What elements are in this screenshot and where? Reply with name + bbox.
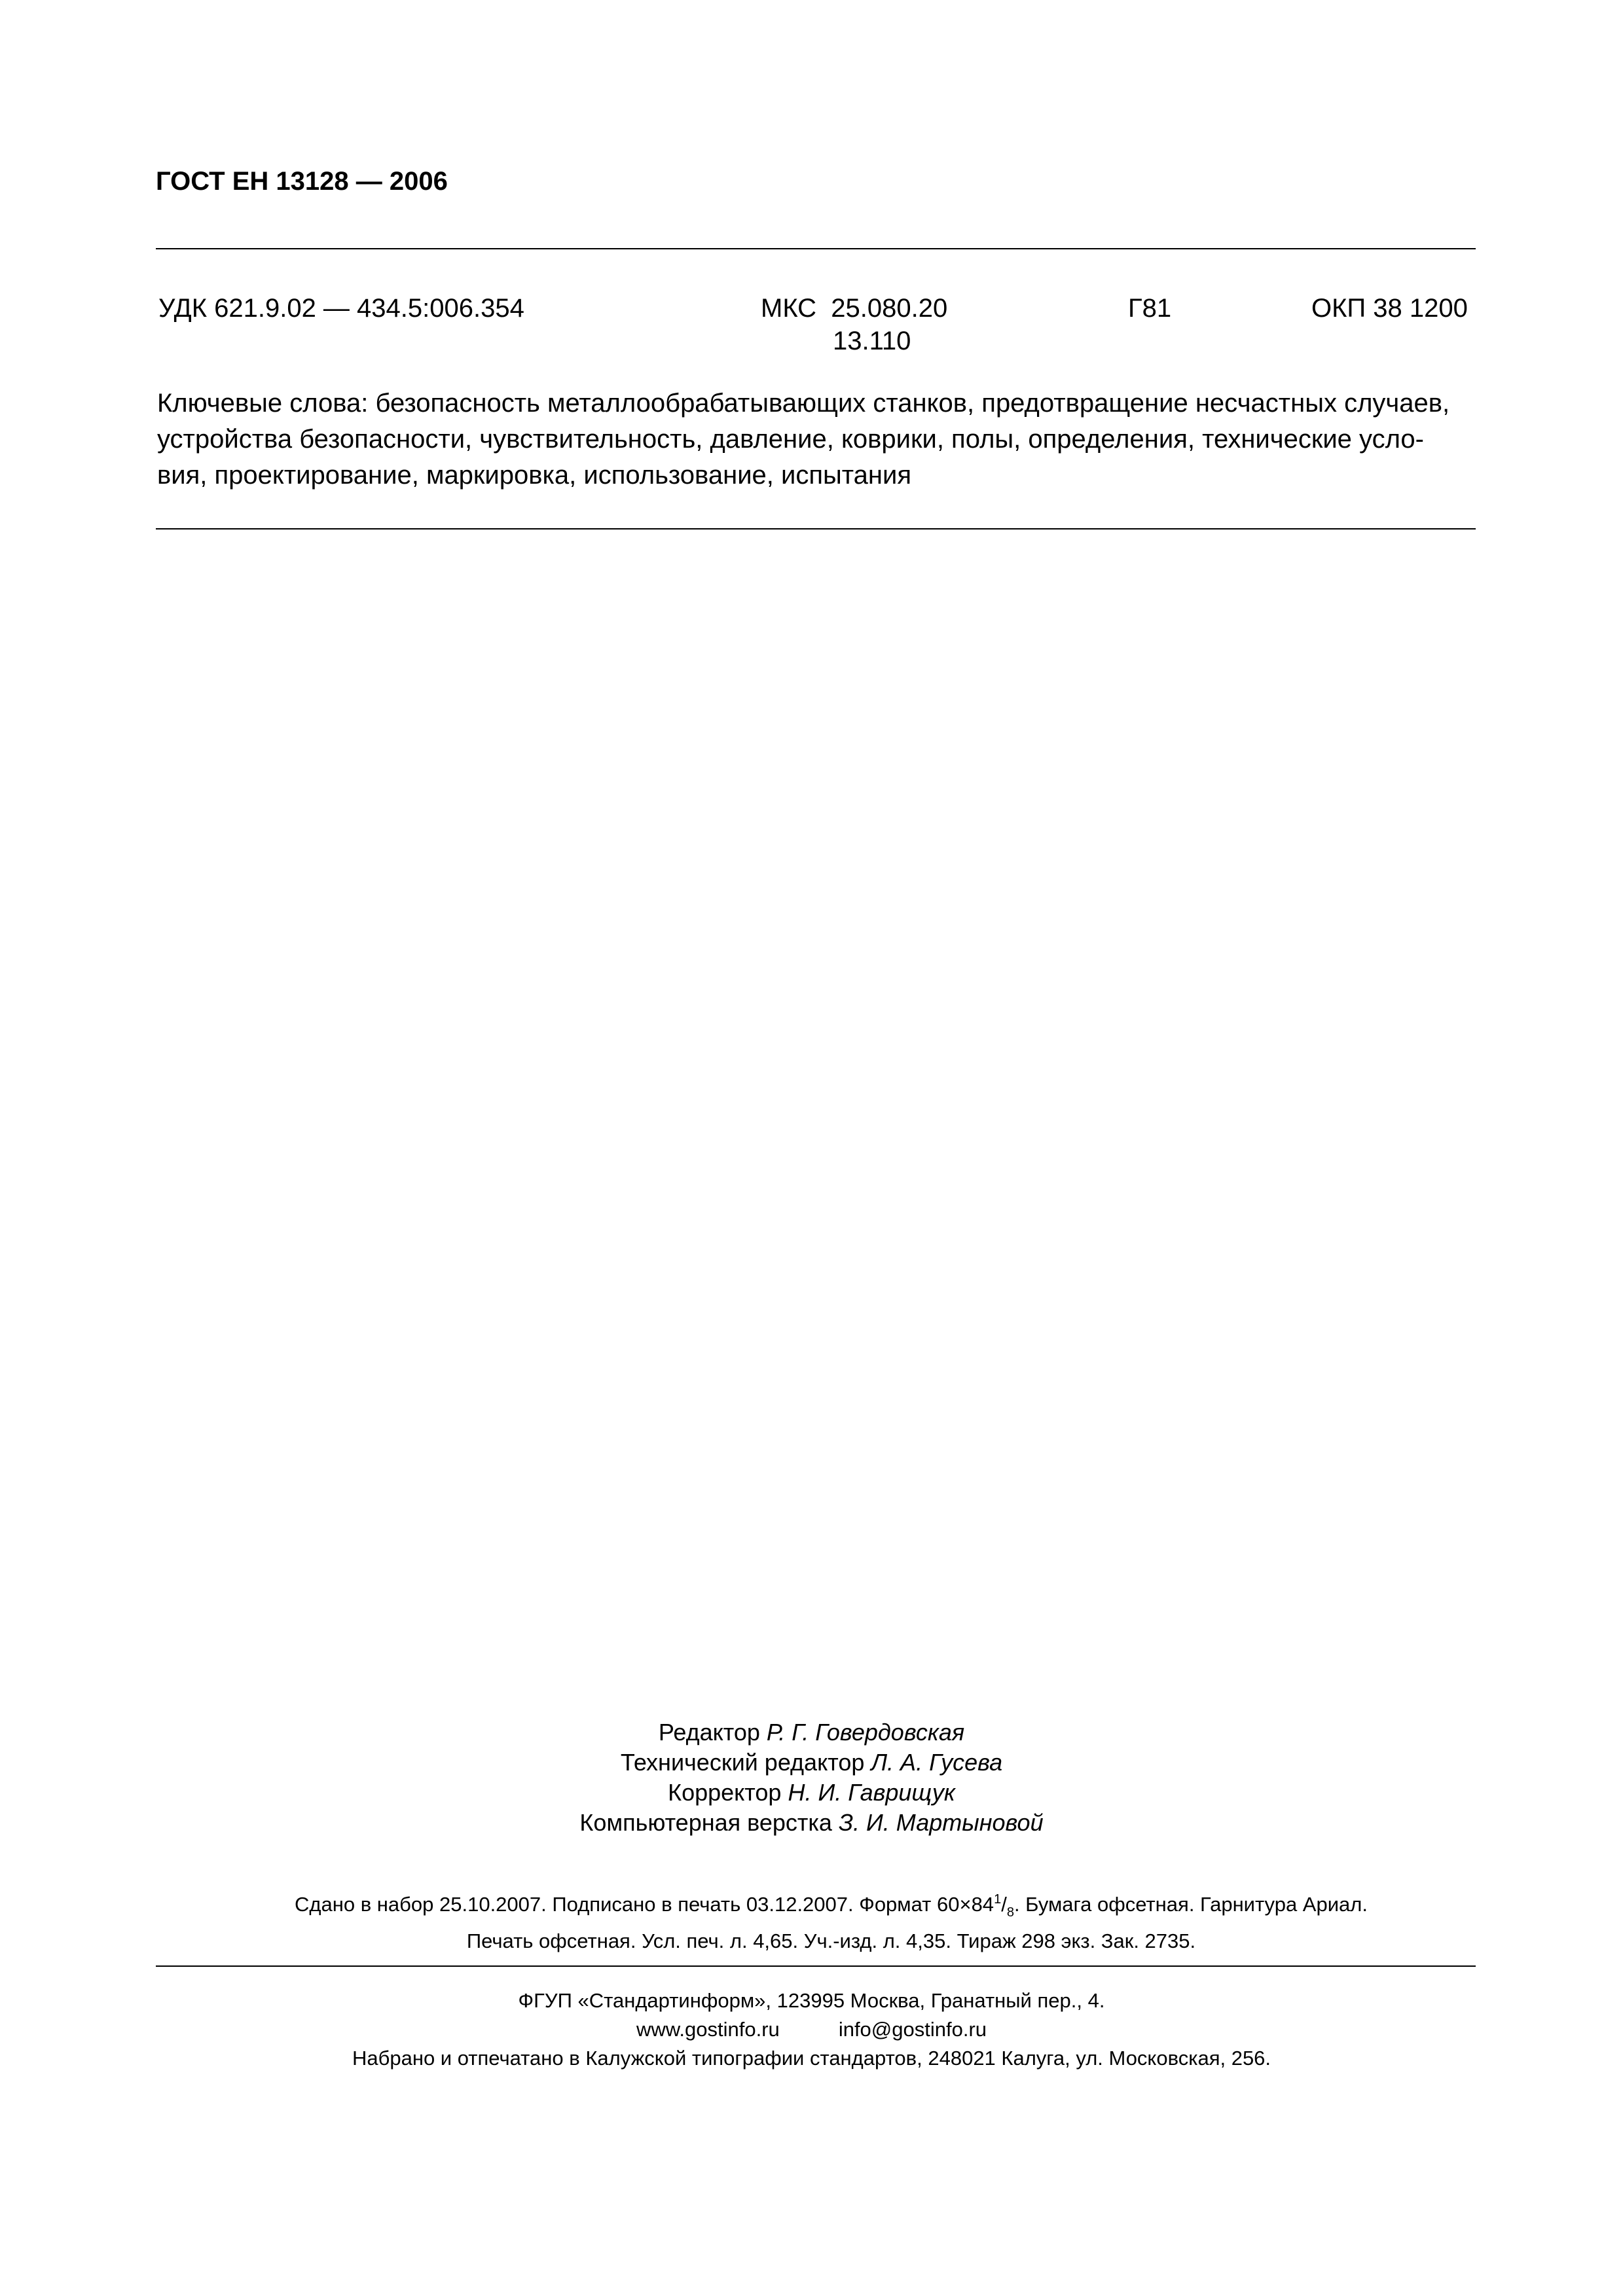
- mks-code-1: 25.080.20: [831, 294, 948, 323]
- g-code: Г81: [1128, 294, 1172, 323]
- tech-editor-name: Л. А. Гусева: [871, 1749, 1003, 1776]
- credits-block: [0, 1717, 1623, 1838]
- okp-code: ОКП 38 1200: [1311, 294, 1468, 323]
- format-slash: /: [1001, 1893, 1007, 1916]
- udk-code: УДК 621.9.02 — 434.5:006.354: [158, 294, 524, 323]
- corrector-name: Н. И. Гаврищук: [788, 1779, 955, 1806]
- imprint-block: [20, 1885, 1623, 1956]
- imprint-line-1-text: Сдано в набор 25.10.2007. Подписано в печать 03.12.2007. Формат 60×84: [295, 1893, 994, 1916]
- divider-bottom: [156, 1965, 1476, 1967]
- publisher-line-1: ФГУП «Стандартинформ», 123995 Москва, Гранатный пер., 4.: [518, 1989, 1105, 2012]
- publisher-contacts: [0, 2015, 1623, 2044]
- mks-code: [761, 292, 947, 325]
- publisher-line-3: Набрано и отпечатано в Калужской типографии стандартов, 248021 Калуга, ул. Московская, 256.: [352, 2047, 1271, 2070]
- publisher-block: [0, 1986, 1623, 2073]
- divider-top: [156, 248, 1476, 249]
- keywords-line-1: Ключевые слова: безопасность металлообрабатывающих станков, предотвращение несчастных случаев,: [157, 389, 1450, 418]
- document-title: ГОСТ ЕН 13128 — 2006: [156, 167, 448, 196]
- publisher-website: www.gostinfo.ru: [636, 2018, 780, 2041]
- credit-corrector: [0, 1778, 1623, 1808]
- tech-editor-label: Технический редактор: [620, 1749, 865, 1776]
- corrector-label: Корректор: [668, 1779, 782, 1806]
- layout-name: З. И. Мартыновой: [838, 1809, 1044, 1836]
- keywords-line-2: устройства безопасности, чувствительность, давление, коврики, полы, определения, технические усло-: [157, 425, 1424, 454]
- format-sub: 8: [1006, 1905, 1014, 1920]
- credit-tech-editor: [0, 1748, 1623, 1778]
- mks-code-2: 13.110: [833, 327, 911, 355]
- keywords-block: [157, 386, 1477, 493]
- editor-label: Редактор: [658, 1719, 760, 1746]
- keywords-line-3: вия, проектирование, маркировка, использование, испытания: [157, 461, 911, 490]
- editor-name: Р. Г. Говердовская: [766, 1719, 965, 1746]
- credit-layout: [0, 1808, 1623, 1838]
- divider-keywords: [156, 528, 1476, 529]
- mks-label: МКС: [761, 294, 817, 323]
- publisher-email: info@gostinfo.ru: [838, 2018, 987, 2041]
- imprint-line-1-tail: . Бумага офсетная. Гарнитура Ариал.: [1013, 1893, 1368, 1916]
- layout-label: Компьютерная верстка: [579, 1809, 832, 1836]
- format-sup: 1: [994, 1892, 1002, 1907]
- credit-editor: [0, 1717, 1623, 1748]
- imprint-line-1: [20, 1885, 1623, 1927]
- imprint-line-2: Печать офсетная. Усл. печ. л. 4,65. Уч.-изд. л. 4,35. Тираж 298 экз. Зак. 2735.: [466, 1929, 1196, 1952]
